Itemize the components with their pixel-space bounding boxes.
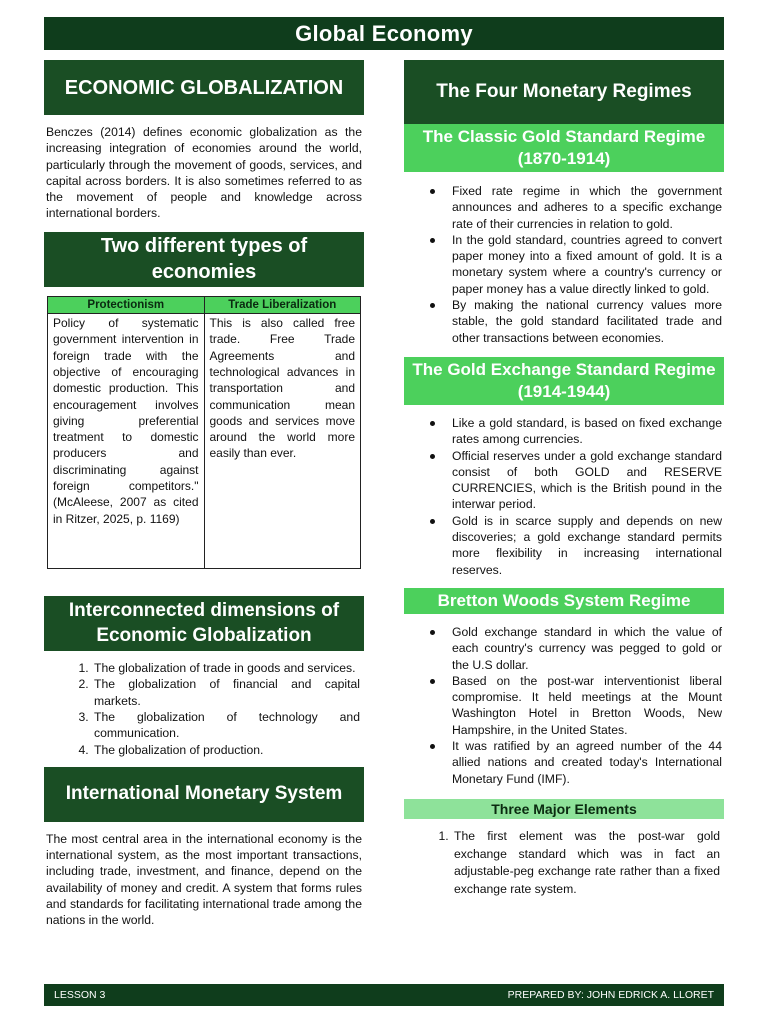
footer xyxy=(44,984,724,1006)
bullet-icon xyxy=(430,679,435,684)
monetary-system-heading: International Monetary System xyxy=(44,767,364,822)
trade-liberalization-cell: This is also called free trade. Free Trade Agreements and technological advances in transportation and communication mean goods and services move around the world more easily than ever. xyxy=(204,314,361,569)
list-item: Gold exchange standard in which the value of each country's currency was pegged to gold or the U.S dollar. xyxy=(452,624,722,673)
three-major-elements-list xyxy=(404,828,724,898)
economic-globalization-text: Benczes (2014) defines economic globalization as the increasing integration of economies around the world, particularly through the movement of goods, services, and capital across borders. It is also sometimes referred to as the movement of people and knowledge across international borders. xyxy=(46,125,362,221)
list-item: In the gold standard, countries agreed to convert paper money into a fixed amount of gold. It is a monetary system where a country's currency or paper money has a value directly linked to gold. xyxy=(452,232,722,297)
bretton-woods-list xyxy=(404,624,724,787)
list-item: Like a gold standard, is based on fixed exchange rates among currencies. xyxy=(452,415,722,448)
economic-globalization-heading: ECONOMIC GLOBALIZATION xyxy=(44,60,364,115)
list-item: Fixed rate regime in which the government announces and adheres to a specific exchange rate of their currencies in relation to gold. xyxy=(452,183,722,232)
bullet-icon xyxy=(430,189,435,194)
classic-gold-standard-list xyxy=(404,183,724,346)
three-major-elements-heading: Three Major Elements xyxy=(404,799,724,819)
left-column xyxy=(44,60,364,929)
list-item: Based on the post-war interventionist liberal compromise. It held meetings at the Mount Washington Hotel in Bretton Woods, New Hampshire, in the United States. xyxy=(452,673,722,738)
column-header-trade-liberalization: Trade Liberalization xyxy=(204,296,361,313)
bullet-icon xyxy=(430,454,435,459)
list-item: By making the national currency values more stable, the gold standard facilitated trade and other transactions between economies. xyxy=(452,297,722,346)
footer-lesson: LESSON 3 xyxy=(54,989,106,1001)
classic-gold-standard-heading: The Classic Gold Standard Regime (1870-1914) xyxy=(404,124,724,172)
gold-exchange-standard-list xyxy=(404,415,724,578)
gold-exchange-standard-heading: The Gold Exchange Standard Regime (1914-1944) xyxy=(404,357,724,405)
bullet-icon xyxy=(430,238,435,243)
bullet-icon xyxy=(430,630,435,635)
list-item: 1. The first element was the post-war gold exchange standard which was in fact an adjustable-peg exchange rate rather than a fixed exchange rate system. xyxy=(452,828,720,898)
protectionism-cell: Policy of systematic government intervention in foreign trade with the objective of encouraging domestic production. This encouragement involves giving preferential treatment to domestic producers and discriminating against foreign competitors." (McAleese, 2007 as cited in Ritzer, 2025, p. 1169) xyxy=(48,314,205,569)
right-column xyxy=(404,60,724,898)
bullet-icon xyxy=(430,303,435,308)
monetary-regimes-heading: The Four Monetary Regimes xyxy=(404,60,724,124)
bretton-woods-heading: Bretton Woods System Regime xyxy=(404,588,724,614)
list-item: 4. The globalization of production. xyxy=(92,742,360,758)
page-title: Global Economy xyxy=(44,17,724,50)
bullet-icon xyxy=(430,744,435,749)
footer-author: PREPARED BY: JOHN EDRICK A. LLORET xyxy=(507,989,714,1001)
two-types-heading: Two different types of economies xyxy=(44,232,364,287)
list-item: 2. The globalization of financial and capital markets. xyxy=(92,676,360,709)
list-item: 1. The globalization of trade in goods and services. xyxy=(92,660,360,676)
dimensions-list xyxy=(44,660,364,758)
economy-types-table xyxy=(47,296,361,569)
bullet-icon xyxy=(430,421,435,426)
bullet-icon xyxy=(430,519,435,524)
column-header-protectionism: Protectionism xyxy=(48,296,205,313)
list-item: It was ratified by an agreed number of the 44 allied nations and created today's International Monetary Fund (IMF). xyxy=(452,738,722,787)
monetary-system-text: The most central area in the international economy is the international system, as the most important transactions, including trade, investment, and finance, depend on the availability of money and credit. A system that forms rules and standards for facilitating international trade among the nations in the world. xyxy=(46,831,362,928)
list-item: Official reserves under a gold exchange standard consist of both GOLD and RESERVE CURRENCIES, which is the British pound in the interwar period. xyxy=(452,448,722,513)
list-item: 3. The globalization of technology and communication. xyxy=(92,709,360,742)
dimensions-heading: Interconnected dimensions of Economic Globalization xyxy=(44,596,364,651)
list-item: Gold is in scarce supply and depends on new discoveries; a gold exchange standard permits more flexibility in increasing international reserves. xyxy=(452,513,722,578)
